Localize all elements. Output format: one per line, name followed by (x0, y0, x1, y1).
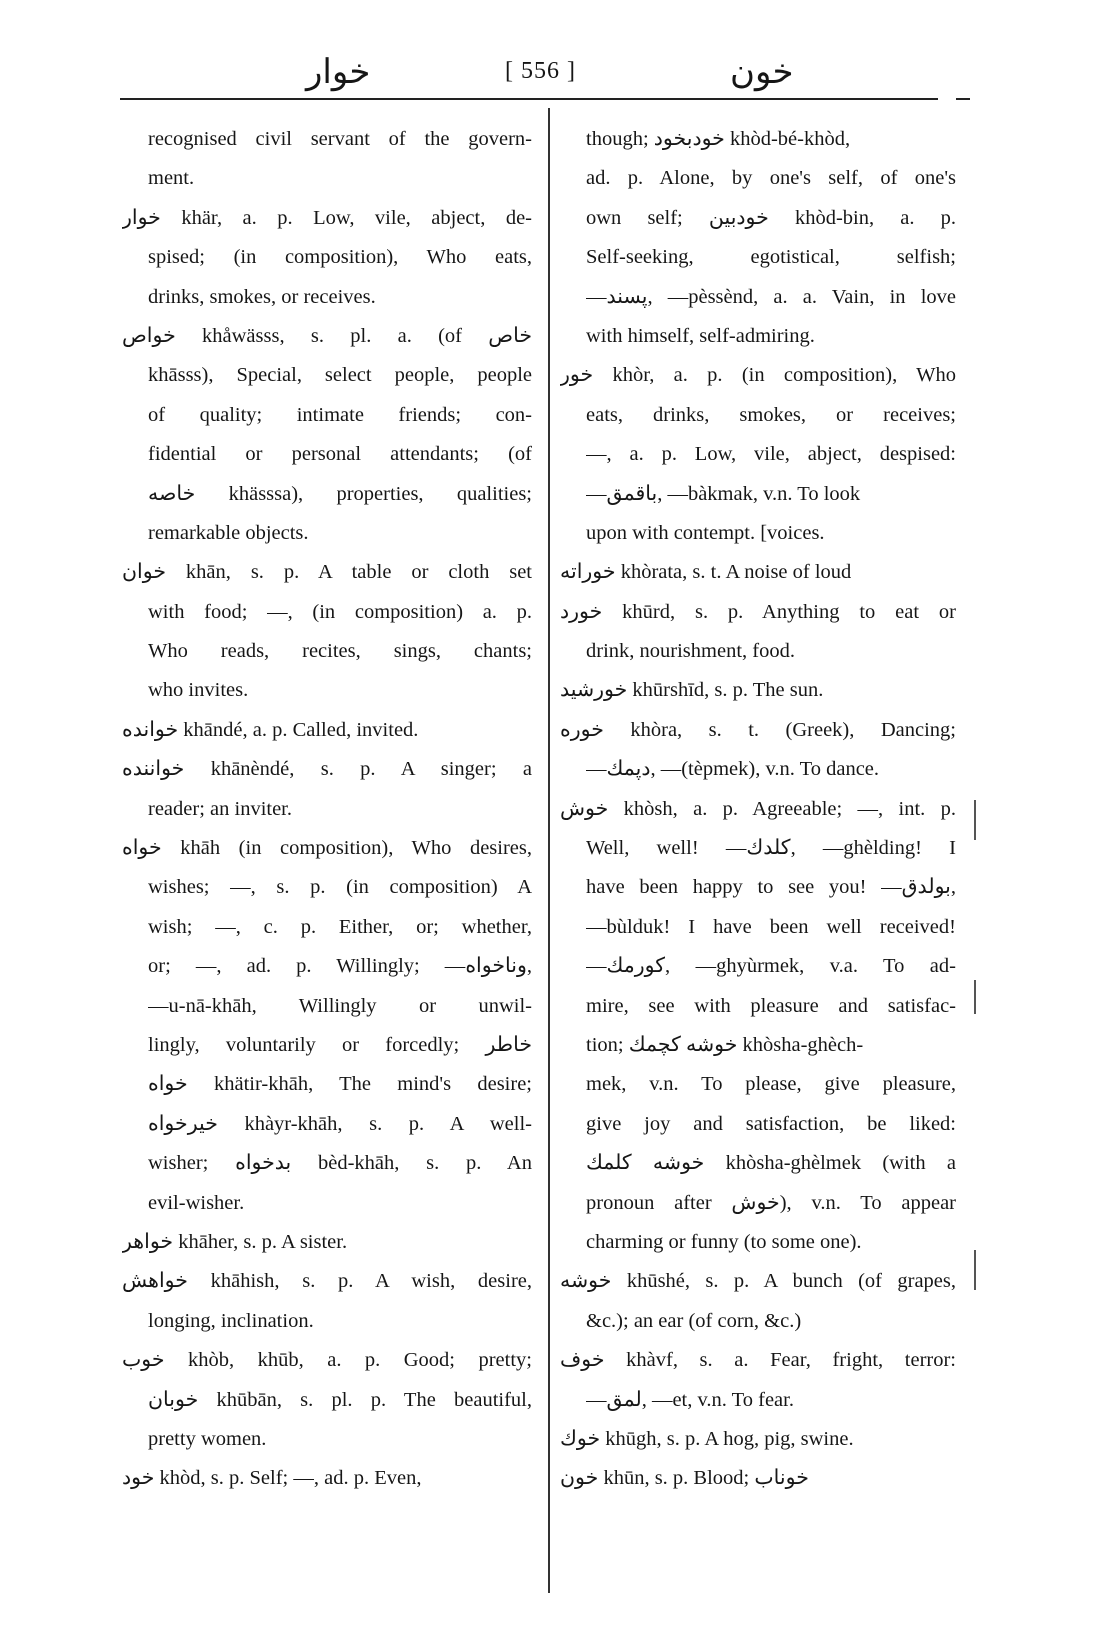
entry-start-line: خواص khåwässs, s. pl. a. (of خاص (122, 324, 532, 347)
margin-mark (974, 800, 976, 840)
entry-text-line: —پسند, —pèssènd, a. a. Vain, in love (586, 285, 956, 308)
entry-text-line: Well, well! —كلدك, —ghèlding! I (586, 837, 956, 860)
entry-text-line: of quality; intimate friends; con- (148, 403, 532, 426)
margin-mark (974, 1250, 976, 1290)
entry-start-line: خواهر khāher, s. p. A sister. (122, 1230, 348, 1253)
page-number: [ 556 ] (505, 58, 576, 84)
entry-text-line: ment. (148, 167, 195, 190)
entry-text-line: or; —, ad. p. Willingly; —وناخواه, (148, 955, 532, 978)
entry-text-line: with food; —, (in composition) a. p. (148, 600, 532, 623)
left-running-headword: خوار (306, 54, 371, 91)
entry-text-line: lingly, voluntarily or forcedly; خاطر (148, 1033, 532, 1056)
entry-text-line: though; خودبخود khòd-bé-khòd, (586, 128, 851, 150)
entry-text-line: with himself, self-admiring. (586, 324, 815, 347)
page-header (120, 52, 950, 100)
header-rule-tick (956, 98, 970, 100)
entry-text-line: pronoun after خوش), v.n. To appear (586, 1191, 956, 1214)
entry-text-line: spised; (in composition), Who eats, (148, 246, 532, 269)
entry-text-line: ad. p. Alone, by one's self, of one's (586, 167, 956, 190)
entry-text-line: who invites. (148, 679, 249, 702)
entry-text-line: خیرخواه khàyr-khāh, s. p. A well- (148, 1112, 532, 1135)
entry-start-line: خواننده khānèndé, s. p. A singer; a (122, 758, 532, 781)
entry-text-line: have been happy to see you! —بولدق, (586, 876, 956, 899)
entry-start-line: خوف khàvf, s. a. Fear, fright, terror: (560, 1349, 956, 1372)
margin-mark (974, 980, 976, 1014)
entry-text-line: fidential or personal attendants; (of (148, 443, 532, 466)
entry-text-line: —كورمك, —ghyùrmek, v.a. To ad- (586, 955, 956, 978)
entry-start-line: خوانده khāndé, a. p. Called, invited. (122, 718, 419, 741)
entry-start-line: خوش khòsh, a. p. Agreeable; —, int. p. (560, 797, 956, 820)
entry-text-line: Who reads, recites, sings, chants; (148, 640, 532, 663)
entry-text-line: wishes; —, s. p. (in composition) A (148, 876, 532, 899)
entry-text-line: —bùlduk! I have been well received! (586, 915, 956, 938)
entry-start-line: خون khūn, s. p. Blood; خوناب (560, 1467, 809, 1490)
entry-text-line: charming or funny (to some one). (586, 1230, 862, 1253)
entry-text-line: wisher; بدخواه bèd-khāh, s. p. An (148, 1152, 532, 1175)
header-rule (120, 98, 938, 100)
entry-text-line: wish; —, c. p. Either, or; whether, (148, 915, 532, 938)
entry-start-line: خوك khūgh, s. p. A hog, pig, swine. (560, 1427, 854, 1450)
entry-text-line: —لمق, —et, v.n. To fear. (586, 1388, 794, 1411)
entry-text-line: —, a. p. Low, vile, abject, despised: (586, 443, 956, 466)
entry-start-line: خواهش khāhish, s. p. A wish, desire, (122, 1270, 532, 1293)
entry-start-line: خوان khān, s. p. A table or cloth set (122, 561, 532, 584)
entry-start-line: خوب khòb, khūb, a. p. Good; pretty; (122, 1349, 532, 1372)
entry-start-line: خور khòr, a. p. (in composition), Who (560, 364, 956, 387)
entry-start-line: خوشه khūshé, s. p. A bunch (of grapes, (560, 1270, 956, 1293)
entry-text-line: give joy and satisfaction, be liked: (586, 1112, 956, 1135)
right-running-headword: خون (730, 54, 794, 91)
entry-text-line: —دپمك, —(tèpmek), v.n. To dance. (586, 758, 880, 781)
entry-start-line: خوار khär, a. p. Low, vile, abject, de- (122, 206, 532, 229)
entry-start-line: خورد khūrd, s. p. Anything to eat or (560, 600, 956, 623)
entry-text-line: —باقمق, —bàkmak, v.n. To look (586, 482, 861, 505)
entry-start-line: خوره khòra, s. t. (Greek), Dancing; (560, 718, 956, 741)
entry-text-line: longing, inclination. (148, 1309, 314, 1332)
entry-text-line: reader; an inviter. (148, 797, 293, 820)
entry-text-line: خواه khätir-khāh, The mind's desire; (148, 1073, 532, 1096)
left-column (122, 120, 532, 1499)
entry-text-line: eats, drinks, smokes, or receives; (586, 403, 956, 426)
entry-start-line: خود khòd, s. p. Self; —, ad. p. Even, (122, 1467, 422, 1490)
right-column (560, 120, 956, 1499)
entry-text-line: drink, nourishment, food. (586, 640, 795, 663)
entry-text-line: خاصه khässsa), properties, qualities; (148, 482, 532, 505)
entry-text-line: خوبان khūbān, s. pl. p. The beautiful, (148, 1388, 532, 1411)
entry-text-line: &c.); an ear (of corn, &c.) (586, 1309, 802, 1332)
entry-text-line: recognised civil servant of the govern- (148, 128, 532, 150)
entry-text-line: own self; خودبین khòd-bin, a. p. (586, 206, 956, 229)
entry-start-line: خواه khāh (in composition), Who desires, (122, 837, 532, 860)
entry-text-line: خوشه كلمك khòsha-ghèlmek (with a (586, 1152, 956, 1175)
column-divider (548, 108, 550, 1593)
entry-text-line: remarkable objects. (148, 521, 309, 544)
entry-text-line: drinks, smokes, or receives. (148, 285, 376, 308)
entry-text-line: upon with contempt. [voices. (586, 521, 825, 544)
entry-text-line: pretty women. (148, 1427, 267, 1450)
entry-text-line: —u-nā-khāh, Willingly or unwil- (148, 994, 532, 1017)
entry-text-line: khāsss), Special, select people, people (148, 364, 532, 387)
entry-start-line: خورشید khūrshīd, s. p. The sun. (560, 679, 824, 702)
entry-text-line: tion; خوشه كچمك khòsha-ghèch- (586, 1033, 864, 1056)
entry-text-line: mire, see with pleasure and satisfac- (586, 994, 956, 1017)
entry-text-line: mek, v.n. To please, give pleasure, (586, 1073, 956, 1096)
entry-start-line: خوراته khòrata, s. t. A noise of loud (560, 561, 852, 584)
entry-text-line: Self-seeking, egotistical, selfish; (586, 246, 956, 269)
entry-text-line: evil-wisher. (148, 1191, 245, 1214)
